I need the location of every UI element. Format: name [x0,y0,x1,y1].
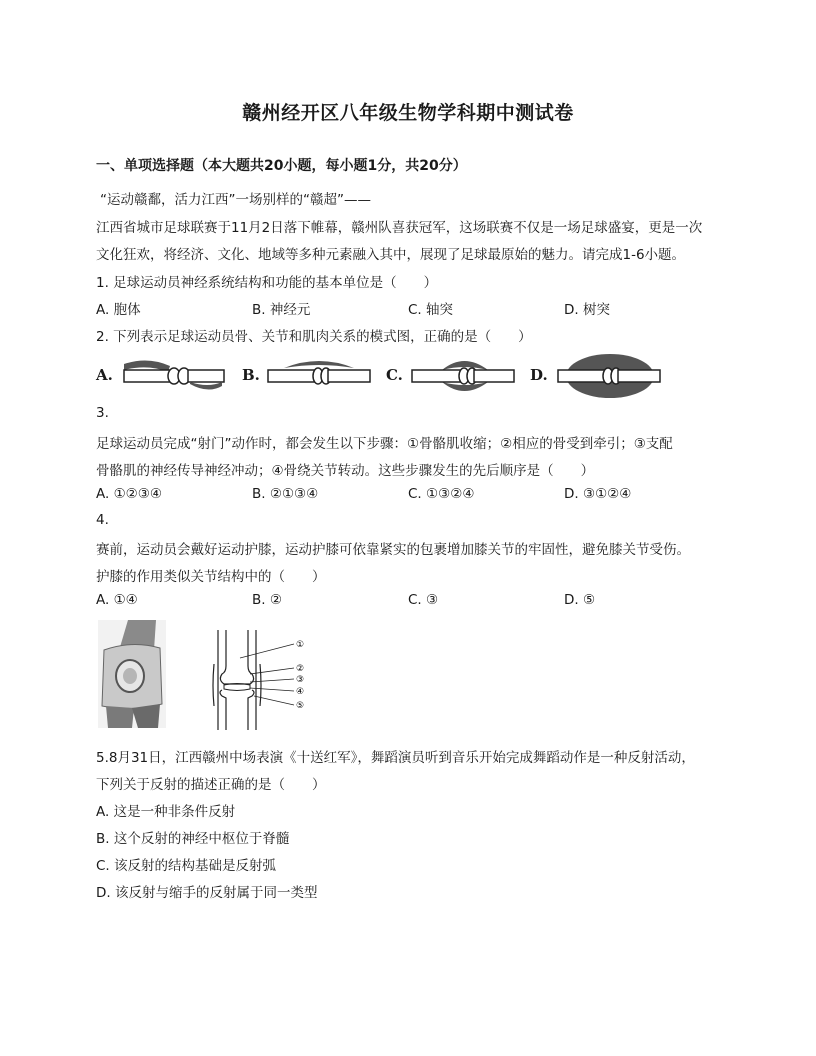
knee-label-4: ④ [296,687,305,697]
q5-option-c: C. 该反射的结构基础是反射弧 [96,858,277,874]
q4-option-c: C. ③ [408,592,439,608]
q2-option-a [96,352,226,400]
q5-option-a: A. 这是一种非条件反射 [96,804,236,820]
bone-muscle-diagram-b [264,352,374,400]
q5-option-b: B. 这个反射的神经中枢位于脊髓 [96,831,290,847]
q4-number: 4. [96,512,109,528]
page-title: 赣州经开区八年级生物学科期中测试卷 [242,102,574,124]
q3-option-a: A. ①②③④ [96,486,162,502]
q2-option-d [530,352,670,400]
knee-label-2: ② [296,664,305,674]
knee-label-3: ③ [296,675,305,685]
intro-line-1: “运动赣鄱，活力江西”一场别样的“赣超”—— [100,192,371,208]
knee-joint-diagram [210,630,310,730]
q1-stem: 1. 足球运动员神经系统结构和功能的基本单位是（ ） [96,275,438,291]
q2-option-c [386,352,516,400]
q2-option-d-label: D. [530,366,548,384]
section-heading: 一、单项选择题（本大题共20小题，每小题1分，共20分） [96,158,467,174]
q1-option-a: A. 胞体 [96,302,141,318]
q5-line-1: 5.8月31日，江西赣州中场表演《十送红军》，舞蹈演员听到音乐开始完成舞蹈动作是一种反射活动， [96,750,695,766]
q1-option-d: D. 树突 [564,302,610,318]
q4-option-d: D. ⑤ [564,592,596,608]
knee-label-5: ⑤ [296,701,305,711]
q2-stem: 2. 下列表示足球运动员骨、关节和肌肉关系的模式图，正确的是（ ） [96,329,532,345]
q4-option-b: B. ② [252,592,282,608]
q3-option-d: D. ③①②④ [564,486,632,502]
bone-muscle-diagram-a [118,352,228,400]
q2-option-b [242,352,372,400]
q4-option-a: A. ①④ [96,592,138,608]
q2-option-c-label: C. [386,366,403,384]
knee-brace-photo [98,620,166,728]
q5-line-2: 下列关于反射的描述正确的是（ ） [96,777,326,793]
q4-line-2: 护膝的作用类似关节结构中的（ ） [96,569,326,585]
bone-muscle-diagram-c [408,352,518,400]
q1-option-b: B. 神经元 [252,302,311,318]
q2-option-b-label: B. [242,366,260,384]
q3-number: 3. [96,405,109,421]
q3-option-c: C. ①③②④ [408,486,475,502]
bone-muscle-diagram-d [552,352,664,400]
q3-line-1: 足球运动员完成“射门”动作时，都会发生以下步骤：①骨骼肌收缩；②相应的骨受到牵引；③支配 [96,436,673,452]
q3-line-2: 骨骼肌的神经传导神经冲动；④骨绕关节转动。这些步骤发生的先后顺序是（ ） [96,463,595,479]
knee-label-1: ① [296,640,305,650]
intro-line-3: 文化狂欢，将经济、文化、地域等多种元素融入其中，展现了足球最原始的魅力。请完成1-6小题。 [96,247,686,263]
q4-line-1: 赛前，运动员会戴好运动护膝，运动护膝可依靠紧实的包裹增加膝关节的牢固性，避免膝关节受伤。 [96,542,690,558]
q2-option-a-label: A. [96,366,113,384]
q1-option-c: C. 轴突 [408,302,454,318]
intro-line-2: 江西省城市足球联赛于11月2日落下帷幕，赣州队喜获冠军，这场联赛不仅是一场足球盛宴，更是一次 [96,220,703,236]
q3-option-b: B. ②①③④ [252,486,319,502]
q5-option-d: D. 该反射与缩手的反射属于同一类型 [96,885,318,901]
